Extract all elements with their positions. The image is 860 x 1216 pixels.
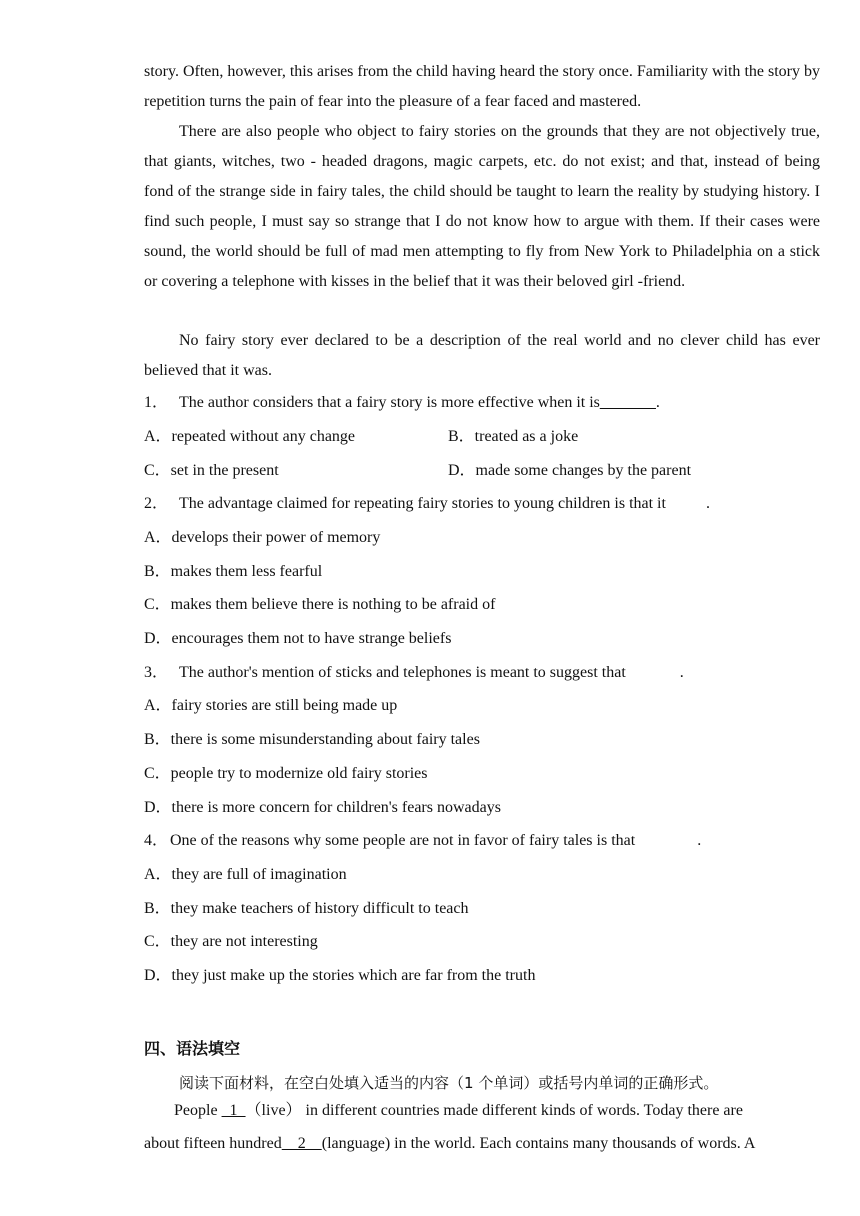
question-number: 1．: [144, 394, 169, 411]
option-b[interactable]: B．treated as a joke: [448, 428, 579, 445]
option-c[interactable]: C．makes them believe there is nothing to be afraid of: [144, 596, 496, 613]
option-a[interactable]: A．develops their power of memory: [144, 529, 381, 546]
question-number: 2．: [144, 495, 169, 512]
question-2: 2． The advantage claimed for repeating fairy stories to young children is that it .: [144, 495, 710, 512]
option-a[interactable]: A．fairy stories are still being made up: [144, 697, 398, 714]
question-number: 4．: [144, 832, 169, 849]
section-heading: 四、语法填空: [144, 1039, 241, 1058]
passage-paragraph-2: There are also people who object to fairy stories on the grounds that they are not objectively true, that giants, witches, two - headed dragons, magic carpets, etc. do not exist; and that, instead of being fond of the strange side in fairy tales, the child should be taught to learn the reality by studying history. I find such people, I must say so strange that I do not know how to argue with them. If their cases were sound, the world should be full of mad men attempting to fly from New York to Philadelphia on a stick or covering a telephone with kisses in the belief that it was their beloved girl -friend.: [144, 123, 820, 290]
question-4: 4． One of the reasons why some people are not in favor of fairy tales is that .: [144, 832, 702, 849]
grammar-blank-1[interactable]: 1: [221, 1102, 246, 1119]
option-b[interactable]: B．they make teachers of history difficult to teach: [144, 900, 469, 917]
option-d[interactable]: D．they just make up the stories which are far from the truth: [144, 967, 536, 984]
option-d[interactable]: D．there is more concern for children's fears nowadays: [144, 799, 501, 816]
passage-paragraph-3: No fairy story ever declared to be a description of the real world and no clever child has ever believed that it was.: [144, 332, 820, 379]
option-c[interactable]: C．they are not interesting: [144, 933, 318, 950]
passage-paragraph-1: story. Often, however, this arises from the child having heard the story once. Familiarity with the story by repetition turns the pain of fear into the pleasure of a fear faced and mastered.: [144, 63, 820, 110]
question-number: 3．: [144, 664, 169, 681]
option-b[interactable]: B．there is some misunderstanding about fairy tales: [144, 731, 480, 748]
grammar-blank-2[interactable]: 2: [281, 1135, 322, 1152]
option-a[interactable]: A．repeated without any change: [144, 428, 356, 445]
question-stem: The advantage claimed for repeating fairy stories to young children is that it: [179, 495, 666, 512]
grammar-line-2: about fifteen hundred 2 (language) in the world. Each contains many thousands of words. A: [144, 1135, 756, 1152]
question-stem: One of the reasons why some people are not in favor of fairy tales is that: [170, 832, 636, 849]
answer-blank: _______: [599, 394, 656, 411]
question-3: 3． The author's mention of sticks and telephones is meant to suggest that .: [144, 664, 684, 681]
option-c[interactable]: C．set in the present: [144, 462, 279, 479]
question-1: 1． The author considers that a fairy story is more effective when it is_______.: [144, 394, 660, 411]
option-b[interactable]: B．makes them less fearful: [144, 563, 323, 580]
question-stem: The author considers that a fairy story is more effective when it is: [179, 394, 600, 411]
option-a[interactable]: A．they are full of imagination: [144, 866, 347, 883]
option-d[interactable]: D．encourages them not to have strange beliefs: [144, 630, 452, 647]
grammar-line-1: People 1 （live） in different countries made different kinds of words. Today there are: [174, 1102, 743, 1119]
option-c[interactable]: C．people try to modernize old fairy stories: [144, 765, 428, 782]
question-stem: The author's mention of sticks and telephones is meant to suggest that: [179, 664, 626, 681]
option-d[interactable]: D．made some changes by the parent: [448, 462, 692, 479]
section-instruction: 阅读下面材料，在空白处填入适当的内容（1 个单词）或括号内单词的正确形式。: [179, 1074, 719, 1092]
